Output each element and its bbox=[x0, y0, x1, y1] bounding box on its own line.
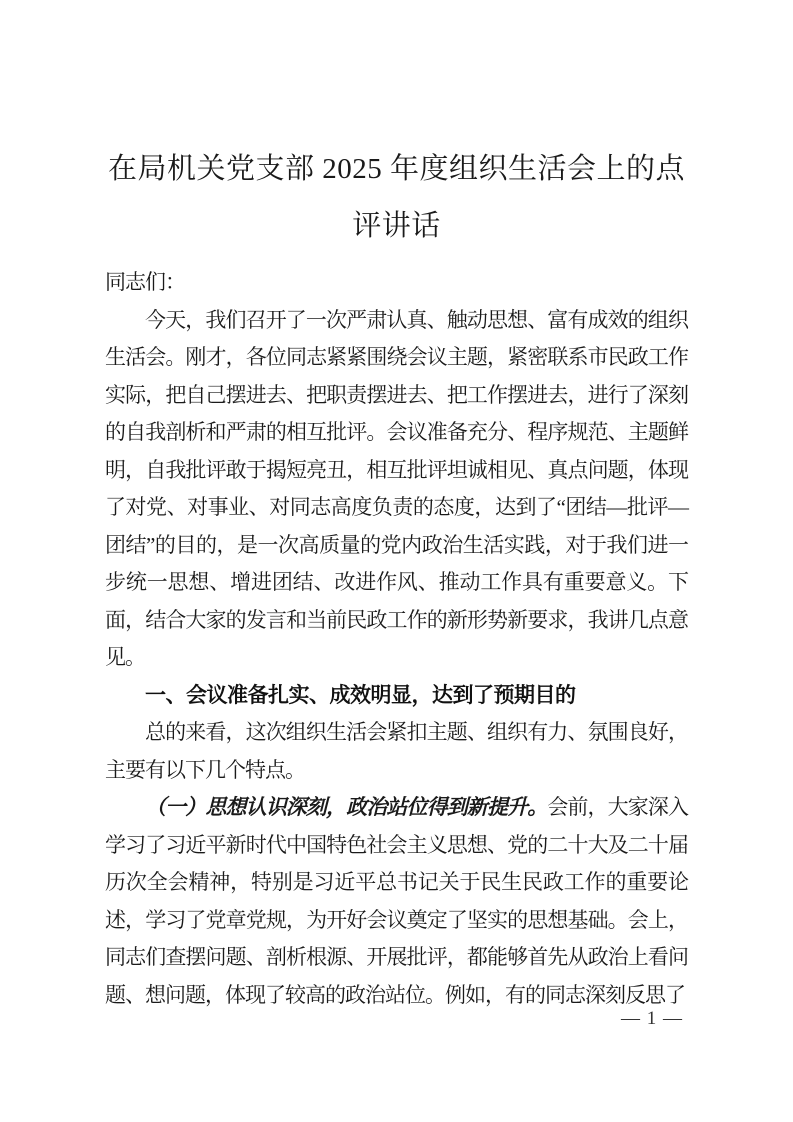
section-heading-1: 一、会议准备扎实、成效明显，达到了预期目的 bbox=[145, 683, 576, 707]
paragraph-overview: 总的来看，这次组织生活会紧扣主题、组织有力、氛围良好，主要有以下几个特点。 bbox=[105, 720, 688, 782]
paragraph-point-1 bbox=[105, 789, 688, 1014]
point-1-text: 会前，大家深入学习了习近平新时代中国特色社会主义思想、党的二十大及二十届历次全会精神，特别是习近平总书记关于民生民政工作的重要论述，学习了党章党规，为开好会议奠定了坚实的思想基础。会上，同志们查摆问题、剖析根源、开展批评，都能够首先从政治上看问题、想问题，体现了较高的政治站位。例如，有的同志深刻反思了 bbox=[105, 795, 689, 1007]
document-title bbox=[105, 141, 688, 255]
paragraph-opening: 今天，我们召开了一次严肃认真、触动思想、富有成效的组织生活会。刚才，各位同志紧紧围绕会议主题，紧密联系市民政工作实际，把自己摆进去、把职责摆进去、把工作摆进去，进行了深刻的自我剖析和严肃的相互批评。会议准备充分、程序规范、主题鲜明，自我批评敢于揭短亮丑，相互批评坦诚相见、真点问题，体现了对党、对事业、对同志高度负责的态度，达到了“团结—批评—团结”的目的，是一次高质量的党内政治生活实践，对于我们进一步统一思想、增进团结、改进作风、推动工作具有重要意义。下面，结合大家的发言和当前民政工作的新形势新要求，我讲几点意见。 bbox=[105, 307, 688, 669]
salutation: 同志们： bbox=[105, 270, 185, 294]
document-title-line-1: 在局机关党支部 2025 年度组织生活会上的点 bbox=[107, 153, 685, 185]
document-title-line-2: 评讲话 bbox=[352, 210, 441, 242]
point-1-lead: （一）思想认识深刻，政治站位得到新提升。 bbox=[145, 795, 548, 819]
page-number: — 1 — bbox=[621, 1008, 683, 1029]
